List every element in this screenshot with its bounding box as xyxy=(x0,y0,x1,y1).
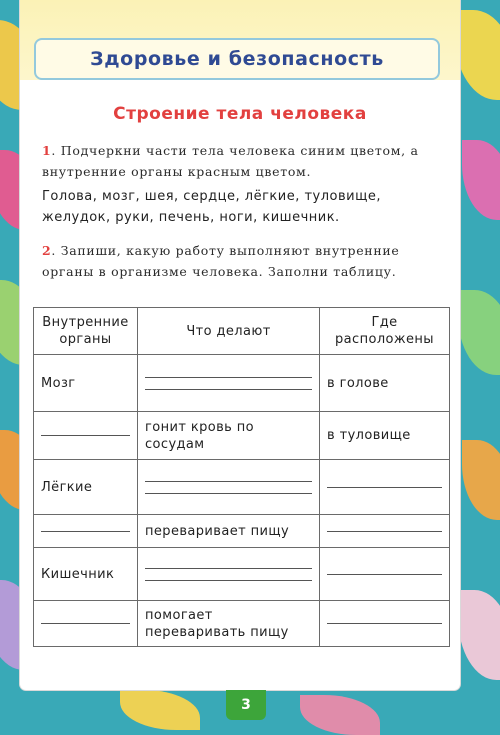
textbook-page xyxy=(20,0,460,690)
organ-blank-cell[interactable] xyxy=(34,515,138,548)
organ-blank-cell[interactable] xyxy=(34,601,138,647)
section-title: Здоровье и безопасность xyxy=(90,48,384,70)
table-row xyxy=(34,460,450,515)
table-row xyxy=(34,355,450,412)
location-cell: в голове xyxy=(327,375,389,391)
location-blank-cell[interactable] xyxy=(320,515,450,548)
task2-instruction xyxy=(42,240,444,282)
section-title-box xyxy=(34,38,440,80)
table-row xyxy=(34,515,450,548)
header-location: Где расположены xyxy=(320,308,450,355)
function-cell: помогает переваривать пищу xyxy=(145,607,289,640)
table-row xyxy=(34,601,450,647)
organ-blank-cell[interactable] xyxy=(34,412,138,460)
header-function: Что делают xyxy=(138,308,320,355)
function-blank-cell[interactable] xyxy=(138,355,320,412)
table-row xyxy=(34,548,450,601)
function-blank-cell[interactable] xyxy=(138,460,320,515)
page-number: 3 xyxy=(226,690,266,720)
location-blank-cell[interactable] xyxy=(320,601,450,647)
table-row xyxy=(34,412,450,460)
organ-cell: Лёгкие xyxy=(41,479,93,495)
task1-words: Голова, мозг, шея, сердце, лёгкие, туловище, желудок, руки, печень, ноги, кишечник. xyxy=(42,189,381,225)
lesson-title: Строение тела человека xyxy=(113,104,367,124)
function-blank-cell[interactable] xyxy=(138,548,320,601)
table-header-row xyxy=(34,308,450,355)
task2-number: 2 xyxy=(42,243,52,258)
organ-cell: Кишечник xyxy=(41,566,115,582)
organ-cell: Мозг xyxy=(41,375,76,391)
task1-text: . Подчеркни части тела человека синим цветом, а внутренние органы красным цветом. xyxy=(42,143,419,179)
location-blank-cell[interactable] xyxy=(320,460,450,515)
task1-instruction xyxy=(42,140,444,182)
task2-text: . Запиши, какую работу выполняют внутренние органы в организме человека. Заполни таблицу. xyxy=(42,243,400,279)
function-cell: переваривает пищу xyxy=(145,523,290,539)
location-cell: в туловище xyxy=(327,428,411,443)
task1-number: 1 xyxy=(42,143,52,158)
header-organs: Внутренние органы xyxy=(34,308,138,355)
location-blank-cell[interactable] xyxy=(320,548,450,601)
function-cell: гонит кровь по сосудам xyxy=(145,419,255,452)
organs-table xyxy=(33,307,450,647)
